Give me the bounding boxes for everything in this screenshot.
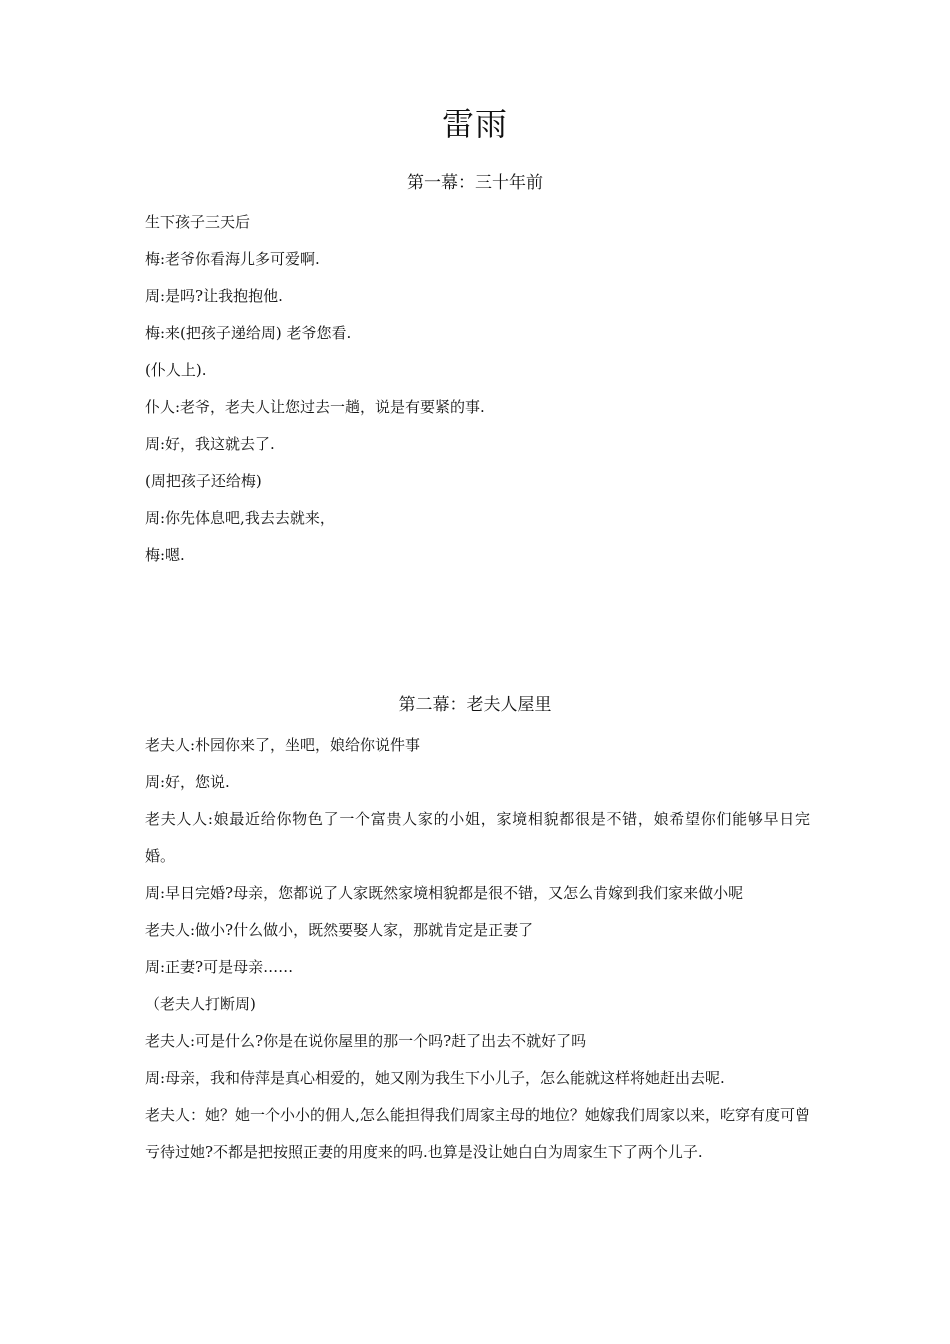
scene-1-dialogue [145, 204, 810, 574]
dialogue-line: 梅:嗯. [145, 546, 185, 564]
dialogue-line: 老夫人:朴园你来了，坐吧，娘给你说件事 [145, 736, 421, 754]
stage-direction: （老夫人打断周) [145, 995, 256, 1013]
stage-direction: (周把孩子还给梅) [145, 472, 262, 490]
dialogue-line: 老夫人：她？她一个小小的佣人,怎么能担得我们周家主母的地位？她嫁我们周家以来，吃穿有度可曾亏待过她?不都是把按照正妻的用度来的吗.也算是没让她白白为周家生下了两个儿子. [145, 1106, 810, 1161]
dialogue-line: 梅:来(把孩子递给周) 老爷您看. [145, 324, 352, 342]
scene-2-dialogue [145, 727, 810, 1171]
dialogue-line: 周:早日完婚?母亲，您都说了人家既然家境相貌都是很不错，又怎么肯嫁到我们家来做小呢 [145, 884, 744, 902]
scene-1-heading: 第一幕：三十年前 [407, 173, 543, 193]
dialogue-line: 周:好，您说. [145, 773, 230, 791]
dialogue-line: 周:好，我这就去了. [145, 435, 275, 453]
dialogue-line: 梅:老爷你看海儿多可爱啊. [145, 250, 320, 268]
dialogue-line: 仆人:老爷，老夫人让您过去一趟，说是有要紧的事. [145, 398, 485, 416]
dialogue-line: 老夫人:做小?什么做小，既然要娶人家，那就肯定是正妻了 [145, 921, 534, 939]
scene-2-heading: 第二幕：老夫人屋里 [398, 695, 552, 715]
dialogue-line: 老夫人人:娘最近给你物色了一个富贵人家的小姐，家境相貌都很是不错，娘希望你们能够早日完婚。 [145, 810, 810, 865]
dialogue-line: 周:是吗?让我抱抱他. [145, 287, 283, 305]
dialogue-line: 老夫人:可是什么?你是在说你屋里的那一个吗?赶了出去不就好了吗 [145, 1032, 587, 1050]
stage-direction: (仆人上). [145, 361, 207, 379]
dialogue-line: 周:正妻?可是母亲…… [145, 958, 294, 976]
dialogue-line: 生下孩子三天后 [145, 213, 251, 231]
dialogue-line: 周:你先体息吧,我去去就来， [145, 509, 335, 527]
dialogue-line: 周:母亲，我和侍萍是真心相爱的，她又刚为我生下小儿子，怎么能就这样将她赶出去呢. [145, 1069, 725, 1087]
document-title: 雷雨 [441, 105, 508, 143]
